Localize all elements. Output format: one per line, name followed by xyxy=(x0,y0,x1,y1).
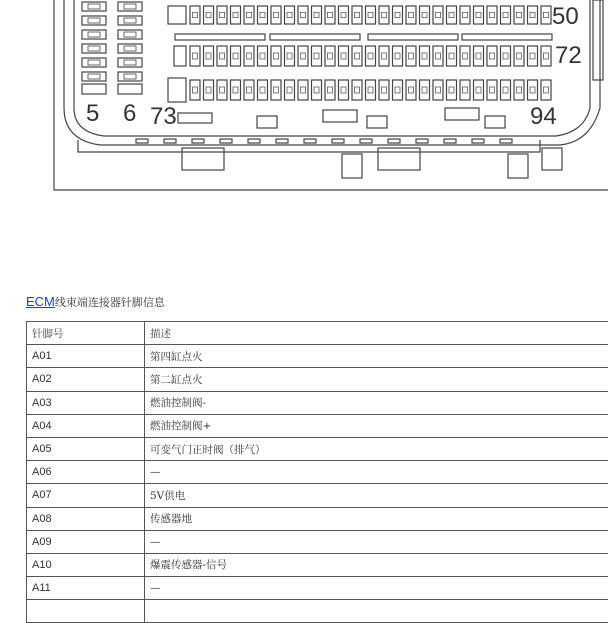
pin-row-2-contact xyxy=(544,53,549,59)
pin-row-3-contact xyxy=(193,87,198,93)
pin-description-cell: 第四缸点火 xyxy=(145,345,608,368)
housing-notch xyxy=(485,116,505,128)
housing-foot xyxy=(500,139,512,143)
pin-row-2 xyxy=(501,46,511,66)
left-terminal-inner xyxy=(88,60,100,65)
column-header-pin: 针脚号 xyxy=(27,322,145,345)
pin-row-2-contact xyxy=(193,53,198,59)
pin-row-3 xyxy=(433,80,443,100)
pin-row-2-contact xyxy=(382,53,387,59)
left-terminal-inner xyxy=(124,46,136,51)
pin-row-2 xyxy=(271,46,281,66)
left-terminal-inner xyxy=(88,74,100,79)
table-row xyxy=(27,345,608,368)
pin-number-cell xyxy=(27,600,145,623)
housing-foot xyxy=(136,139,148,143)
pin-row-3 xyxy=(312,80,322,100)
pin-row-2 xyxy=(487,46,497,66)
table-row xyxy=(27,437,608,460)
left-terminal xyxy=(82,16,106,25)
table-row xyxy=(27,530,608,553)
pin-row-3-contact xyxy=(341,87,346,93)
inner-shell-outline xyxy=(64,0,600,145)
pin-description-cell: 传感器地 xyxy=(145,507,608,530)
pin-label-73: 73 xyxy=(150,103,177,130)
pin-row-3-contact xyxy=(260,87,265,93)
housing-notch xyxy=(445,108,479,120)
left-terminal-inner xyxy=(124,4,136,9)
left-terminal xyxy=(82,84,106,94)
pin-label-5: 5 xyxy=(86,100,99,127)
pin-row-2 xyxy=(204,46,214,66)
pin-row-3-contact xyxy=(368,87,373,93)
pin-row-3-contact xyxy=(490,87,495,93)
left-terminal xyxy=(118,2,142,11)
pin-row-1-contact xyxy=(463,12,468,17)
section-heading xyxy=(26,294,165,310)
left-terminal-inner xyxy=(124,32,136,37)
housing-foot xyxy=(472,139,484,143)
bottom-tab xyxy=(378,148,420,170)
pin-row-1 xyxy=(312,6,322,24)
pin-description-cell xyxy=(145,600,608,623)
pin-row-2 xyxy=(406,46,416,66)
table-row xyxy=(27,577,608,600)
pin-row-3-contact xyxy=(449,87,454,93)
pin-description-cell: — xyxy=(145,530,608,553)
housing-notch xyxy=(323,110,357,122)
column-header-description: 描述 xyxy=(145,322,608,345)
pin-description-cell: 5V供电 xyxy=(145,484,608,507)
pin-number-cell: A10 xyxy=(27,553,145,576)
pin-row-3-contact xyxy=(287,87,292,93)
pin-row-3 xyxy=(231,80,241,100)
pin-row-2-contact xyxy=(233,53,238,59)
pin-row-1 xyxy=(244,6,254,24)
pin-row-2-contact xyxy=(476,53,481,59)
pin-row-3-contact xyxy=(247,87,252,93)
pin-row-3-contact xyxy=(274,87,279,93)
housing-notch xyxy=(178,113,212,123)
pin-row-3 xyxy=(298,80,308,100)
connector-diagram xyxy=(0,0,608,200)
pin-description-cell: 可变气门正时阀（排气） xyxy=(145,437,608,460)
pin-row-1-contact xyxy=(368,12,373,17)
pin-row-1-contact xyxy=(220,12,225,17)
housing-foot xyxy=(164,139,176,143)
housing-foot xyxy=(444,139,456,143)
pin-row-1-contact xyxy=(301,12,306,17)
table-row xyxy=(27,414,608,437)
pin-row-1-contact xyxy=(544,12,549,17)
pin-row-1 xyxy=(433,6,443,24)
left-terminal xyxy=(118,30,142,39)
pin-row-3-contact xyxy=(233,87,238,93)
pin-row-2-contact xyxy=(449,53,454,59)
pin-row-1-contact xyxy=(233,12,238,17)
table-row xyxy=(27,391,608,414)
pin-row-3-contact xyxy=(206,87,211,93)
pin-row-1-contact xyxy=(476,12,481,17)
pin-row-3-contact xyxy=(422,87,427,93)
pin-row-3-contact xyxy=(220,87,225,93)
pin-row-3 xyxy=(474,80,484,100)
pin-row-1 xyxy=(204,6,214,24)
pin-description-cell: 爆震传感器-信号 xyxy=(145,553,608,576)
pin-row-2 xyxy=(244,46,254,66)
pin-row-2 xyxy=(298,46,308,66)
lower-ledge xyxy=(78,140,540,152)
housing-notch xyxy=(257,116,277,128)
table-row xyxy=(27,553,608,576)
left-terminal-inner xyxy=(88,32,100,37)
pin-row-1-contact xyxy=(409,12,414,17)
pin-row-2 xyxy=(514,46,524,66)
pin-row-2-contact xyxy=(301,53,306,59)
pin-number-cell: A05 xyxy=(27,437,145,460)
housing-foot xyxy=(332,139,344,143)
connector-housing xyxy=(54,0,608,190)
pin-row-1 xyxy=(487,6,497,24)
pin-row-2-contact xyxy=(368,53,373,59)
pin-row-1-contact xyxy=(490,12,495,17)
pin-row-2 xyxy=(541,46,551,66)
left-terminal xyxy=(118,84,142,94)
pin-row-3 xyxy=(217,80,227,100)
pin-row-1 xyxy=(379,6,389,24)
pin-row-2-contact xyxy=(395,53,400,59)
table-header-row xyxy=(27,322,608,345)
pin-row-1-contact xyxy=(395,12,400,17)
left-terminal xyxy=(118,72,142,81)
pin-row-1 xyxy=(231,6,241,24)
heading-text: 线束端连接器针脚信息 xyxy=(55,296,165,309)
table-row xyxy=(27,507,608,530)
pin-row-3-contact xyxy=(355,87,360,93)
pin-row-2-contact xyxy=(314,53,319,59)
pin-row-3 xyxy=(541,80,551,100)
pin-description-cell: 燃油控制阀+ xyxy=(145,414,608,437)
left-terminal-inner xyxy=(88,18,100,23)
housing-foot xyxy=(192,139,204,143)
pin-row-3-contact xyxy=(463,87,468,93)
pin-row-1 xyxy=(258,6,268,24)
pin-row-3 xyxy=(514,80,524,100)
pin-row-2 xyxy=(339,46,349,66)
pin-description-cell: 燃油控制阀- xyxy=(145,391,608,414)
left-terminal-inner xyxy=(88,4,100,9)
pin-row-1 xyxy=(339,6,349,24)
bottom-tab xyxy=(342,154,362,178)
pin-row-key xyxy=(168,78,186,102)
housing-foot xyxy=(388,139,400,143)
right-latch xyxy=(542,148,562,170)
pin-row-key xyxy=(168,6,186,24)
pin-row-2-contact xyxy=(422,53,427,59)
pin-row-1-contact xyxy=(287,12,292,17)
pin-number-cell: A02 xyxy=(27,368,145,391)
pin-description-cell: — xyxy=(145,577,608,600)
pin-row-2 xyxy=(190,46,200,66)
housing-foot xyxy=(276,139,288,143)
pin-row-3-contact xyxy=(328,87,333,93)
left-terminal-inner xyxy=(88,46,100,51)
pin-row-1 xyxy=(285,6,295,24)
pin-row-1 xyxy=(393,6,403,24)
pin-row-1-contact xyxy=(382,12,387,17)
housing-foot xyxy=(304,139,316,143)
pin-row-3-contact xyxy=(517,87,522,93)
pin-number-cell: A11 xyxy=(27,577,145,600)
pin-row-1 xyxy=(501,6,511,24)
pin-number-cell: A06 xyxy=(27,461,145,484)
pin-row-3 xyxy=(487,80,497,100)
pin-row-2-contact xyxy=(260,53,265,59)
left-terminal xyxy=(118,16,142,25)
pin-row-3 xyxy=(447,80,457,100)
pin-row-1-contact xyxy=(206,12,211,17)
pin-row-1-contact xyxy=(355,12,360,17)
pin-row-3 xyxy=(393,80,403,100)
pin-row-2 xyxy=(366,46,376,66)
pin-description-cell: 第二缸点火 xyxy=(145,368,608,391)
housing-foot xyxy=(248,139,260,143)
left-terminal-inner xyxy=(124,74,136,79)
pin-row-2-contact xyxy=(287,53,292,59)
pin-row-1-contact xyxy=(260,12,265,17)
pin-number-cell: A09 xyxy=(27,530,145,553)
pin-row-1-contact xyxy=(530,12,535,17)
left-terminal xyxy=(82,2,106,11)
pin-row-2 xyxy=(460,46,470,66)
pin-row-1-contact xyxy=(274,12,279,17)
pin-description-cell: — xyxy=(145,461,608,484)
pin-number-cell: A04 xyxy=(27,414,145,437)
pin-row-2 xyxy=(379,46,389,66)
pin-row-1 xyxy=(541,6,551,24)
pin-row-3-contact xyxy=(301,87,306,93)
housing-foot xyxy=(220,139,232,143)
ecm-link[interactable]: ECM xyxy=(26,294,55,309)
pin-number-cell: A03 xyxy=(27,391,145,414)
row-divider xyxy=(368,34,458,40)
pin-number-cell: A07 xyxy=(27,484,145,507)
pin-row-1 xyxy=(460,6,470,24)
pin-row-2 xyxy=(285,46,295,66)
pin-row-2-contact xyxy=(328,53,333,59)
pin-row-1-contact xyxy=(328,12,333,17)
pin-row-1-contact xyxy=(449,12,454,17)
left-terminal xyxy=(82,30,106,39)
pin-row-3 xyxy=(366,80,376,100)
pin-row-3 xyxy=(379,80,389,100)
pin-row-3 xyxy=(204,80,214,100)
pin-number-cell: A01 xyxy=(27,345,145,368)
pin-row-2 xyxy=(325,46,335,66)
connector-pin-grid xyxy=(82,2,552,102)
outer-shell-outline xyxy=(54,0,608,190)
pin-row-key xyxy=(174,46,186,66)
pin-row-3 xyxy=(460,80,470,100)
pin-row-2 xyxy=(393,46,403,66)
pin-row-2-contact xyxy=(490,53,495,59)
left-terminal xyxy=(82,72,106,81)
pin-row-1-contact xyxy=(422,12,427,17)
pin-row-1 xyxy=(406,6,416,24)
pin-row-3-contact xyxy=(436,87,441,93)
pin-row-3 xyxy=(420,80,430,100)
pin-row-3 xyxy=(244,80,254,100)
pin-row-3 xyxy=(285,80,295,100)
pin-row-2-contact xyxy=(274,53,279,59)
pin-row-3-contact xyxy=(476,87,481,93)
pin-label-72: 72 xyxy=(555,42,582,69)
pin-label-6: 6 xyxy=(123,100,136,127)
pin-row-1-contact xyxy=(517,12,522,17)
pin-row-1 xyxy=(271,6,281,24)
pin-row-2 xyxy=(447,46,457,66)
left-terminal xyxy=(82,44,106,53)
pin-row-2 xyxy=(231,46,241,66)
pin-row-1-contact xyxy=(314,12,319,17)
pin-row-3-contact xyxy=(503,87,508,93)
bottom-tab xyxy=(182,148,224,170)
pin-row-2 xyxy=(474,46,484,66)
pin-row-3 xyxy=(501,80,511,100)
pin-row-3 xyxy=(258,80,268,100)
pin-row-3-contact xyxy=(530,87,535,93)
pin-row-3 xyxy=(352,80,362,100)
pin-row-2-contact xyxy=(409,53,414,59)
left-terminal xyxy=(118,44,142,53)
side-latch xyxy=(593,0,603,80)
pin-row-1 xyxy=(514,6,524,24)
pin-row-2 xyxy=(312,46,322,66)
table-row xyxy=(27,368,608,391)
table-row xyxy=(27,484,608,507)
pin-row-2-contact xyxy=(341,53,346,59)
pin-row-2-contact xyxy=(463,53,468,59)
pin-row-1 xyxy=(474,6,484,24)
pin-row-1 xyxy=(325,6,335,24)
pin-row-3 xyxy=(339,80,349,100)
pin-row-2-contact xyxy=(503,53,508,59)
pin-number-cell: A08 xyxy=(27,507,145,530)
pin-row-1 xyxy=(420,6,430,24)
left-terminal xyxy=(82,58,106,67)
pin-row-1-contact xyxy=(341,12,346,17)
pin-row-3-contact xyxy=(544,87,549,93)
pin-row-2-contact xyxy=(517,53,522,59)
pin-row-2 xyxy=(217,46,227,66)
row-divider xyxy=(175,34,265,40)
pin-label-50: 50 xyxy=(552,3,579,30)
pin-row-1 xyxy=(528,6,538,24)
pin-row-1 xyxy=(190,6,200,24)
pin-row-1-contact xyxy=(503,12,508,17)
pin-row-2-contact xyxy=(355,53,360,59)
pin-row-2 xyxy=(258,46,268,66)
left-terminal xyxy=(118,58,142,67)
left-terminal-inner xyxy=(124,60,136,65)
pin-row-3 xyxy=(406,80,416,100)
pin-row-1-contact xyxy=(193,12,198,17)
left-terminal-inner xyxy=(124,18,136,23)
row-divider xyxy=(462,34,552,40)
housing-foot xyxy=(416,139,428,143)
pin-row-2 xyxy=(528,46,538,66)
pin-row-2-contact xyxy=(530,53,535,59)
pin-row-3-contact xyxy=(314,87,319,93)
pin-row-3-contact xyxy=(395,87,400,93)
pin-row-1 xyxy=(447,6,457,24)
bottom-tab xyxy=(508,154,528,178)
pin-row-2-contact xyxy=(206,53,211,59)
pin-row-1 xyxy=(352,6,362,24)
pin-row-2-contact xyxy=(436,53,441,59)
pin-row-3-contact xyxy=(409,87,414,93)
pin-row-3 xyxy=(325,80,335,100)
pin-row-2 xyxy=(433,46,443,66)
table-row xyxy=(27,600,608,623)
pin-row-1 xyxy=(217,6,227,24)
pin-row-1-contact xyxy=(247,12,252,17)
pin-row-3-contact xyxy=(382,87,387,93)
pin-row-1-contact xyxy=(436,12,441,17)
pin-row-2 xyxy=(420,46,430,66)
pin-row-2 xyxy=(352,46,362,66)
housing-foot xyxy=(360,139,372,143)
pin-row-1 xyxy=(298,6,308,24)
pin-row-1 xyxy=(366,6,376,24)
pin-row-2-contact xyxy=(247,53,252,59)
pin-row-3 xyxy=(528,80,538,100)
row-divider xyxy=(270,34,360,40)
pin-row-3 xyxy=(190,80,200,100)
pin-row-2-contact xyxy=(220,53,225,59)
pin-label-94: 94 xyxy=(530,103,557,130)
pin-info-table xyxy=(26,321,608,623)
pin-row-3 xyxy=(271,80,281,100)
housing-notch xyxy=(367,116,387,128)
table-row xyxy=(27,461,608,484)
